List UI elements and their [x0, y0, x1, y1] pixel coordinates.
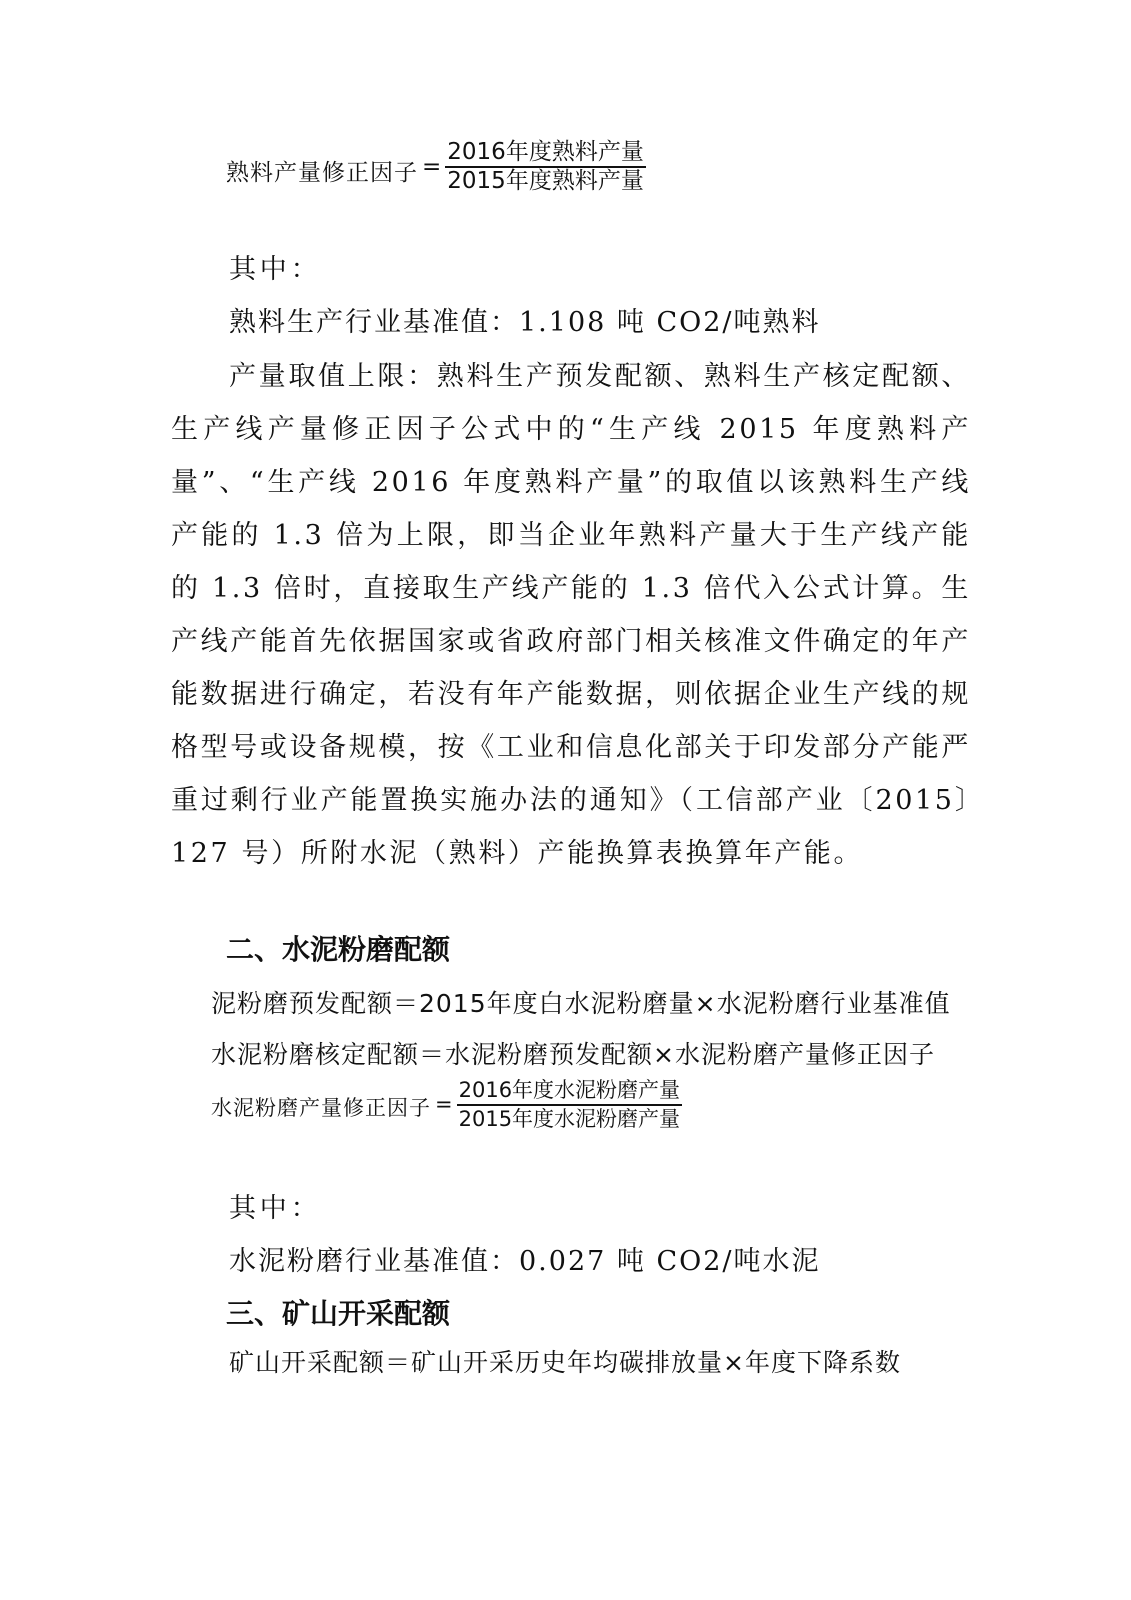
formula-numerator: 2016年度熟料产量 [447, 139, 644, 165]
cement-grinding-benchmark: 水泥粉磨行业基准值：0.027 吨 CO2/吨水泥 [229, 1246, 821, 1277]
mining-heading: 三、矿山开采配额 [226, 1297, 451, 1330]
clinker-correction-formula [226, 138, 646, 194]
formula-denominator: 2015年度熟料产量 [447, 168, 644, 194]
formula-denominator: 2015年度水泥粉磨产量 [458, 1107, 681, 1131]
formula-fraction [445, 138, 646, 194]
clinker-benchmark: 熟料生产行业基准值：1.108 吨 CO2/吨熟料 [229, 307, 821, 338]
formula-numerator: 2016年度水泥粉磨产量 [458, 1078, 681, 1102]
cement-grinding-heading: 二、水泥粉磨配额 [226, 933, 451, 966]
formula-equals: = [422, 154, 442, 180]
cement-grinding-verified-allocation: 水泥粉磨核定配额＝水泥粉磨预发配额×水泥粉磨产量修正因子 [211, 1040, 935, 1069]
cement-grinding-where-label: 其中： [229, 1193, 322, 1224]
formula-fraction [457, 1076, 682, 1131]
cement-grinding-correction-formula [211, 1076, 682, 1131]
cement-grinding-pre-allocation: 泥粉磨预发配额＝2015年度白水泥粉磨量×水泥粉磨行业基准值 [211, 989, 951, 1018]
mining-allocation: 矿山开采配额＝矿山开采历史年均碳排放量×年度下降系数 [229, 1348, 901, 1377]
clinker-where-label: 其中： [229, 254, 322, 285]
formula-lhs: 熟料产量修正因子 [226, 160, 418, 186]
formula-equals: = [435, 1092, 453, 1116]
formula-lhs: 水泥粉磨产量修正因子 [211, 1096, 431, 1120]
clinker-upper-limit-paragraph: 产量取值上限：熟料生产预发配额、熟料生产核定配额、生产线产量修正因子公式中的“生产线 2015 年度熟料产量”、“生产线 2016 年度熟料产量”的取值以该熟料生产线产能的 1.3 倍为上限，即当企业年熟料产量大于生产线产能的 1.3 倍时，直接取生产线产能的 1.3 倍代入公式计算。生产线产能首先依据国家或省政府部门相关核准文件确定的年产能数据进行确定，若没有年产能数据，则依据企业生产线的规格型号或设备规模，按《工业和信息化部关于印发部分产能严重过剩行业产能置换实施办法的通知》（工信部产业〔2015〕127 号）所附水泥（熟料）产能换算表换算年产能。 [171, 361, 971, 869]
